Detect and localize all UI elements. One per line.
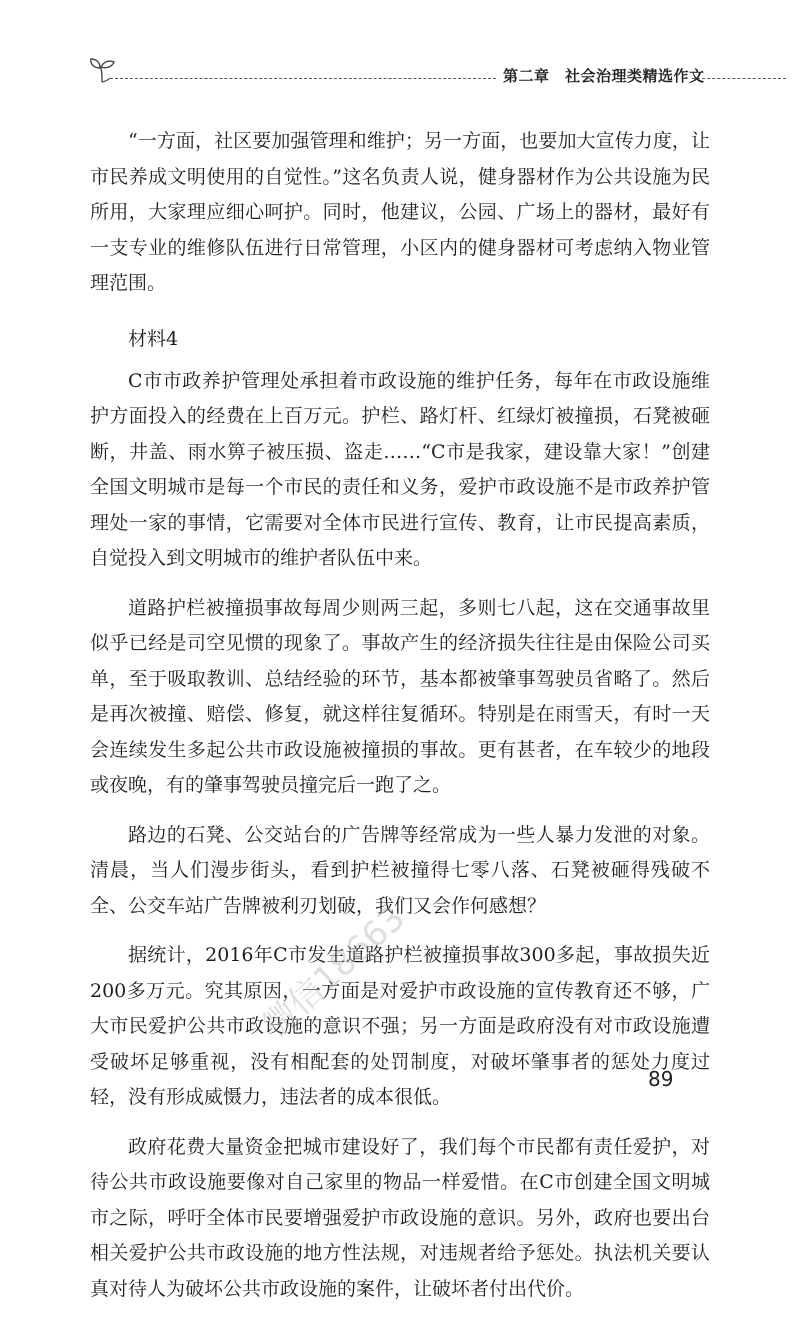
chapter-title: 第二章 社会治理类精选作文: [503, 67, 705, 85]
paragraph: “一方面，社区要加强管理和维护；另一方面，也要加大宣传力度，让市民养成文明使用的自觉性。”这名负责人说，健身器材作为公共设施为民所用，大家理应细心呵护。同时，他建议，公园、广场上的器材，最好有一支专业的维修队伍进行日常管理，小区内的健身器材可考虑纳入物业管理范围。: [90, 130, 710, 294]
watermark: 微信18663: [255, 898, 414, 1046]
paragraph: 政府花费大量资金把城市建设好了，我们每个市民都有责任爱护，对待公共市政设施要像对自己家里的物品一样爱惜。在C市创建全国文明城市之际，呼吁全体市民要增强爱护市政设施的意识。另外，政府也要出台相关爱护公共市政设施的地方性法规，对违规者给予惩处。执法机关要认真对待人为破坏公共市政设施的案件，让破坏者付出代价。: [90, 1135, 710, 1300]
material-label: 材料4: [128, 327, 179, 350]
page-header: [0, 50, 800, 90]
header-rule-left: [110, 78, 496, 79]
header-rule-right: [692, 78, 786, 79]
paragraph: 路边的石凳、公交站台的广告牌等经常成为一些人暴力发泄的对象。清晨，当人们漫步街头，看到护栏被撞得七零八落、石凳被砸得残破不全、公交车站广告牌被利刃划破，我们又会作何感想？: [90, 823, 710, 917]
paragraph: 据统计，2016年C市发生道路护栏被撞损事故300多起，事故损失近200多万元。究其原因，一方面是对爱护市政设施的宣传教育还不够，广大市民爱护公共市政设施的意识不强；另一方面是政府没有对市政设施遭受破坏足够重视，没有相配套的处罚制度，对破坏肇事者的惩处力度过轻，没有形成威慑力，违法者的成本很低。: [90, 944, 710, 1108]
sprout-icon: [88, 56, 118, 84]
paragraph: 道路护栏被撞损事故每周少则两三起，多则七八起，这在交通事故里似乎已经是司空见惯的现象了。事故产生的经济损失往往是由保险公司买单，至于吸取教训、总结经验的环节，基本都被肇事驾驶员省略了。然后是再次被撞、赔偿、修复，就这样往复循环。特别是在雨雪天，有时一天会连续发生多起公共市政设施被撞损的事故。更有甚者，在车较少的地段或夜晚，有的肇事驾驶员撞完后一跑了之。: [90, 596, 710, 796]
page-number: 89: [648, 1067, 674, 1091]
paragraph: C市市政养护管理处承担着市政设施的维护任务，每年在市政设施维护方面投入的经费在上百万元。护栏、路灯杆、红绿灯被撞损，石凳被砸断，井盖、雨水箅子被压损、盗走……“C市是我家，建设靠大家！”创建全国文明城市是每一个市民的责任和义务，爱护市政设施不是市政养护管理处一家的事情，它需要对全体市民进行宣传、教育，让市民提高素质，自觉投入到文明城市的维护者队伍中来。: [90, 369, 710, 569]
body-text: [90, 124, 710, 1321]
